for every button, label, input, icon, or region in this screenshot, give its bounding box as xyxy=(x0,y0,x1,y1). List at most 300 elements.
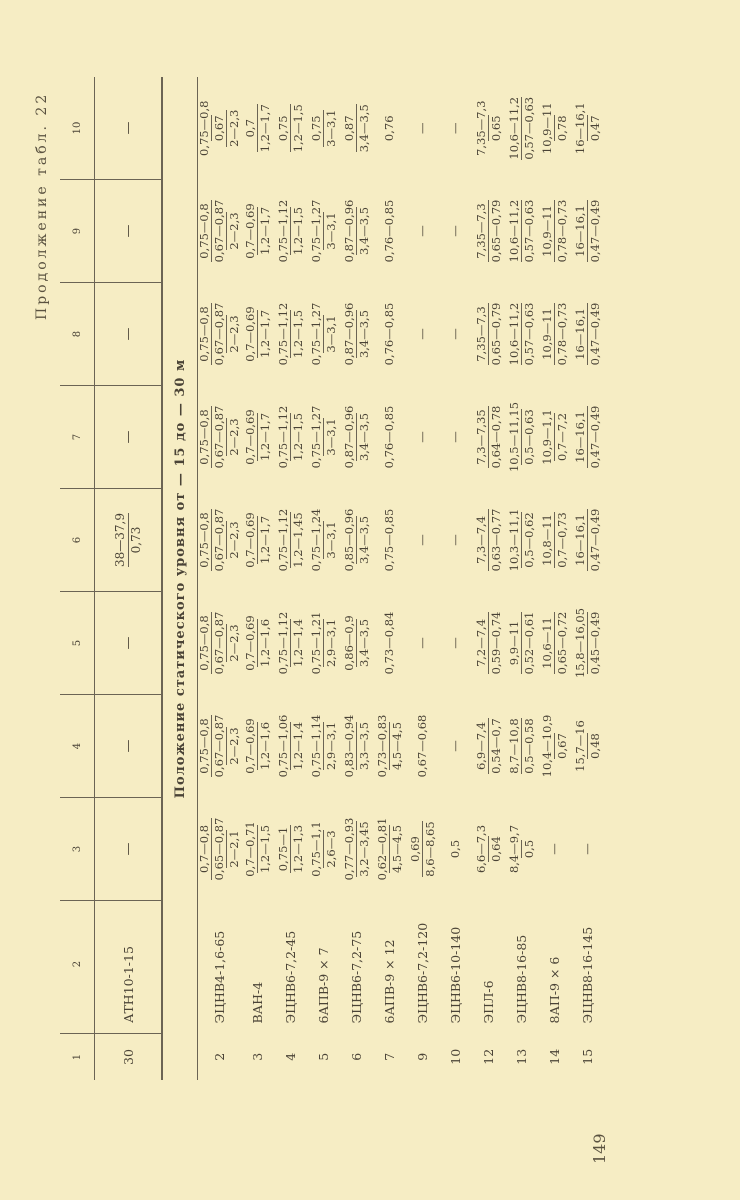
fraction-top: 38—37,9 xyxy=(113,513,127,567)
row-number xyxy=(472,1034,505,1081)
cell-value: 0,73—0,84 xyxy=(382,611,396,675)
stacked-values xyxy=(475,596,503,691)
cell-value: 10,9—11 xyxy=(539,102,554,155)
stacked-values xyxy=(310,184,338,279)
column-number-label: 6 xyxy=(71,536,83,544)
stacked-values xyxy=(541,81,569,176)
column-number xyxy=(60,901,95,1034)
stacked-values xyxy=(198,81,241,176)
value-cell xyxy=(505,798,538,901)
cell-value: 0,5—0,63 xyxy=(521,409,536,465)
cell-value: 10,9—1,1 xyxy=(539,409,554,465)
stacked-values xyxy=(383,390,396,485)
stacked-values xyxy=(449,699,462,794)
cell-value: 2—2,3 xyxy=(227,109,241,147)
row-number-label: 14 xyxy=(547,1048,562,1065)
value-cell xyxy=(373,386,406,489)
column-number-header xyxy=(60,77,95,1080)
stacked-values xyxy=(449,802,462,897)
value-cell xyxy=(505,77,538,180)
value-cell xyxy=(241,592,274,695)
cell-value: 0,76 xyxy=(382,115,396,142)
value-cell xyxy=(571,386,604,489)
pump-type xyxy=(406,901,439,1034)
cell-value: 4,5—4,5 xyxy=(389,824,404,874)
value-cell xyxy=(571,283,604,386)
cell-value: 0,75—1,12 xyxy=(275,508,290,572)
section-heading-row xyxy=(162,77,198,1080)
stacked-values xyxy=(475,493,503,588)
value-cell xyxy=(241,283,274,386)
cell-value: 1,2—1,5 xyxy=(290,206,305,256)
cell-value: 0,52—0,61 xyxy=(521,611,536,675)
value-cell xyxy=(241,489,274,592)
stacked-values xyxy=(508,596,536,691)
empty-dash: — xyxy=(121,842,136,856)
cell-value: 2—2,3 xyxy=(227,727,241,765)
stacked-values xyxy=(449,287,462,382)
stacked-values xyxy=(574,390,602,485)
stacked-values xyxy=(277,493,305,588)
cell-value: 1,2—1,5 xyxy=(257,824,272,874)
cell-value: 16—16,1 xyxy=(572,308,587,360)
cell-value: 0,48 xyxy=(587,733,602,759)
table-row xyxy=(241,77,274,1080)
row-number xyxy=(198,1034,242,1081)
stacked-values xyxy=(449,596,462,691)
value-cell xyxy=(439,77,472,180)
value-cell xyxy=(198,180,242,283)
cell-value: 16—16,1 xyxy=(572,205,587,257)
row-number xyxy=(439,1034,472,1081)
cell-value: 0,47 xyxy=(587,115,602,142)
value-cell xyxy=(307,489,340,592)
stacked-values xyxy=(244,81,272,176)
cell-value: 0,64—0,78 xyxy=(488,405,503,469)
cell-value: 0,75—1,24 xyxy=(308,508,323,572)
value-cell xyxy=(505,283,538,386)
cell-value: 3—3,1 xyxy=(323,212,338,250)
cell-value: 0,7—0,8 xyxy=(197,824,211,874)
row-number-label: 3 xyxy=(250,1052,265,1061)
pump-type-label: ЭПЛ-6 xyxy=(481,980,496,1024)
empty-dash: — xyxy=(121,636,136,650)
stacked-values xyxy=(343,699,371,794)
column-number-label: 1 xyxy=(71,1053,83,1061)
row-number-label: 10 xyxy=(448,1048,463,1065)
cell-value: 0,67—0,87 xyxy=(212,302,226,366)
row-number xyxy=(373,1034,406,1081)
value-cell xyxy=(505,180,538,283)
cell-value: 0,47—0,49 xyxy=(587,405,602,469)
column-number xyxy=(60,283,95,386)
stacked-values xyxy=(310,493,338,588)
value-cell xyxy=(241,798,274,901)
cell-value: 0,47—0,49 xyxy=(587,199,602,263)
value-cell xyxy=(571,77,604,180)
cell-value: 0,73—0,83 xyxy=(374,714,389,778)
cell-value: 0,65—0,79 xyxy=(488,302,503,366)
column-number xyxy=(60,1034,95,1081)
value-cell xyxy=(472,283,505,386)
column-number xyxy=(60,180,95,283)
cell-value: 1,2—1,6 xyxy=(257,618,272,668)
column-number xyxy=(60,592,95,695)
stacked-values xyxy=(508,699,536,794)
cell-value: 2—2,1 xyxy=(227,830,241,868)
value-cell xyxy=(95,386,163,489)
value-cell xyxy=(439,489,472,592)
value-cell xyxy=(340,592,373,695)
stacked-values xyxy=(475,184,503,279)
cell-value: 0,54—0,7 xyxy=(488,718,503,774)
cell-value: 6,6—7,3 xyxy=(473,824,488,874)
value-cell xyxy=(274,386,307,489)
cell-value: 0,76—0,85 xyxy=(382,199,396,263)
stacked-values xyxy=(343,81,371,176)
cell-value: 3,4—3,5 xyxy=(356,309,371,359)
value-cell xyxy=(406,180,439,283)
row-number xyxy=(571,1034,604,1081)
pump-type xyxy=(472,901,505,1034)
cell-value: 7,3—7,35 xyxy=(473,409,488,465)
value-cell xyxy=(274,180,307,283)
stacked-values xyxy=(343,596,371,691)
value-cell xyxy=(274,283,307,386)
stacked-values xyxy=(383,81,396,176)
cell-value: 3,4—3,5 xyxy=(356,206,371,256)
cell-value: 16—16,1 xyxy=(572,514,587,566)
pump-type-label: 8АП-9 × 6 xyxy=(547,956,562,1024)
cell-value: 0,78—0,73 xyxy=(554,199,569,263)
stacked-values xyxy=(475,390,503,485)
cell-value: 10,6—11,2 xyxy=(506,199,521,263)
pump-type xyxy=(198,901,242,1034)
cell-value: 0,75—1,21 xyxy=(308,611,323,675)
cell-value: 8,4—9,7 xyxy=(506,824,521,874)
value-cell xyxy=(472,695,505,798)
stacked-values xyxy=(574,81,602,176)
cell-value: 0,75—1,06 xyxy=(275,714,290,778)
value-cell xyxy=(538,77,571,180)
stacked-values xyxy=(409,802,437,897)
cell-value: 3,4—3,5 xyxy=(356,618,371,668)
value-cell xyxy=(274,592,307,695)
cell-value: 1,2—1,4 xyxy=(290,618,305,668)
cell-value: 0,76—0,85 xyxy=(382,302,396,366)
cell-value: — xyxy=(415,637,429,649)
column-number xyxy=(60,386,95,489)
stacked-values xyxy=(574,596,602,691)
cell-value: 0,83—0,94 xyxy=(341,714,356,778)
section-heading-label: Положение статического уровня от — 15 до — 30 м xyxy=(172,358,188,799)
cell-value: 0,57—0,63 xyxy=(521,302,536,366)
cell-value: — xyxy=(415,225,429,237)
cell-value: — xyxy=(415,431,429,443)
cell-value: 1,2—1,7 xyxy=(257,412,272,462)
value-cell xyxy=(406,489,439,592)
value-cell xyxy=(340,180,373,283)
cell-value: 1,2—1,5 xyxy=(290,309,305,359)
value-cell xyxy=(373,77,406,180)
cell-value: 16—16,1 xyxy=(572,411,587,463)
cell-value: 1,2—1,5 xyxy=(290,104,305,153)
value-cell xyxy=(198,695,242,798)
cell-value: 0,87—0,96 xyxy=(341,302,356,366)
value-cell xyxy=(538,386,571,489)
value-cell xyxy=(340,695,373,798)
value-cell xyxy=(307,695,340,798)
cell-value: 0,78—0,73 xyxy=(554,302,569,366)
cell-value: 7,3—7,4 xyxy=(473,515,488,565)
stacked-values xyxy=(449,493,462,588)
stacked-values xyxy=(508,802,536,897)
pump-type xyxy=(373,901,406,1034)
cell-value: 2,9—3,1 xyxy=(323,721,338,771)
value-cell xyxy=(373,798,406,901)
cell-value: 3,4—3,5 xyxy=(356,515,371,565)
cell-value: 0,87—0,96 xyxy=(341,199,356,263)
stacked-values xyxy=(574,184,602,279)
cell-value: 0,67—0,87 xyxy=(212,611,226,675)
stacked-values xyxy=(574,493,602,588)
pump-type-label: АТН10-1-15 xyxy=(120,946,136,1023)
cell-value: 0,75—1,27 xyxy=(308,405,323,469)
value-cell xyxy=(571,180,604,283)
cell-value: 0,75—1 xyxy=(275,826,290,872)
stacked-values xyxy=(198,493,241,588)
stacked-values xyxy=(416,390,429,485)
value-cell xyxy=(95,77,163,180)
cell-value: 0,5—0,62 xyxy=(521,512,536,568)
stacked-values xyxy=(244,699,272,794)
cell-value: 3,2—3,45 xyxy=(356,821,371,877)
value-cell xyxy=(538,695,571,798)
cell-value: 0,75—0,8 xyxy=(197,615,211,671)
cell-value: 0,7—0,69 xyxy=(242,718,257,774)
value-cell xyxy=(439,386,472,489)
value-cell xyxy=(373,283,406,386)
cell-value: 10,5—11,15 xyxy=(506,401,521,473)
pump-type-label: ЭЦНВ6-7,2-120 xyxy=(415,922,430,1024)
value-cell xyxy=(373,592,406,695)
stacked-values xyxy=(277,699,305,794)
value-cell xyxy=(274,798,307,901)
cell-value: 0,65—0,72 xyxy=(554,611,569,675)
value-cell xyxy=(571,798,604,901)
column-number xyxy=(60,798,95,901)
cell-value: 0,75 xyxy=(275,115,290,142)
value-cell xyxy=(241,386,274,489)
stacked-values xyxy=(310,81,338,176)
cell-value: 0,7—0,69 xyxy=(242,512,257,568)
cell-value: 0,75—1,12 xyxy=(275,405,290,469)
value-cell xyxy=(406,283,439,386)
column-number-label: 3 xyxy=(71,845,83,853)
cell-value: 0,7—0,69 xyxy=(242,409,257,465)
cell-value: 0,7—0,69 xyxy=(242,306,257,362)
cell-value: 0,59—0,74 xyxy=(488,611,503,675)
value-cell xyxy=(340,489,373,592)
cell-value: 3,4—3,5 xyxy=(356,104,371,153)
cell-value: 0,65—0,79 xyxy=(488,199,503,263)
cell-value: 0,75—1,1 xyxy=(308,821,323,877)
column-number-label: 10 xyxy=(71,121,83,135)
column-number-label: 9 xyxy=(71,227,83,235)
pump-type xyxy=(505,901,538,1034)
stacked-values xyxy=(277,287,305,382)
value-cell xyxy=(274,489,307,592)
value-cell xyxy=(198,77,242,180)
cell-value: 0,75—0,85 xyxy=(382,508,396,572)
pump-type xyxy=(95,901,163,1034)
cell-value: 10,6—11,2 xyxy=(506,302,521,366)
stacked-values xyxy=(581,802,594,897)
value-cell xyxy=(571,695,604,798)
fraction-value xyxy=(113,513,144,567)
cell-value: 0,67—0,87 xyxy=(212,405,226,469)
cell-value: 0,65—0,87 xyxy=(212,817,226,881)
value-cell xyxy=(340,283,373,386)
cell-value: 3—3,1 xyxy=(323,521,338,559)
table-row xyxy=(95,77,163,1080)
stacked-values xyxy=(416,699,429,794)
value-cell xyxy=(274,77,307,180)
table-row xyxy=(505,77,538,1080)
value-cell xyxy=(340,386,373,489)
stacked-values xyxy=(376,802,404,897)
stacked-values xyxy=(416,81,429,176)
cell-value: 4,5—4,5 xyxy=(389,721,404,771)
table-row xyxy=(538,77,571,1080)
cell-value: 10,4—10,9 xyxy=(539,714,554,778)
stacked-values xyxy=(574,699,602,794)
row-number-label: 6 xyxy=(349,1052,364,1061)
empty-dash: — xyxy=(121,224,136,238)
column-number-label: 8 xyxy=(71,330,83,338)
row-number xyxy=(538,1034,571,1081)
cell-value: 2—2,3 xyxy=(227,418,241,456)
row-number xyxy=(95,1034,163,1081)
stacked-values xyxy=(244,802,272,897)
pump-type-label: ЭЦНВ6-7,2-45 xyxy=(283,930,298,1024)
cell-value: 0,7—7,2 xyxy=(554,412,569,462)
stacked-values xyxy=(244,184,272,279)
stacked-values xyxy=(244,287,272,382)
stacked-values xyxy=(343,493,371,588)
stacked-values xyxy=(449,81,462,176)
cell-value: 0,86—0,9 xyxy=(341,615,356,671)
cell-value: 0,67—0,87 xyxy=(212,508,226,572)
stacked-values xyxy=(383,493,396,588)
value-cell xyxy=(340,77,373,180)
row-number xyxy=(274,1034,307,1081)
stacked-values xyxy=(198,699,241,794)
cell-value: 2—2,3 xyxy=(227,624,241,662)
cell-value: 0,75 xyxy=(308,115,323,142)
row-number xyxy=(307,1034,340,1081)
value-cell xyxy=(307,77,340,180)
cell-value: 10,3—11,1 xyxy=(506,508,521,572)
cell-value: 2—2,3 xyxy=(227,521,241,559)
row-number-label: 4 xyxy=(283,1052,298,1061)
value-cell xyxy=(198,386,242,489)
cell-value: 0,75—0,8 xyxy=(197,512,211,568)
cell-value: — xyxy=(448,225,462,237)
cell-value: 10,8—11 xyxy=(539,514,554,566)
stacked-values xyxy=(541,390,569,485)
column-number xyxy=(60,695,95,798)
value-cell xyxy=(439,180,472,283)
cell-value: 0,75—1,12 xyxy=(275,611,290,675)
cell-value: 0,5 xyxy=(521,839,536,859)
stacked-values xyxy=(310,699,338,794)
row-number-label: 12 xyxy=(481,1048,496,1065)
cell-value: 3—3,1 xyxy=(323,418,338,456)
row-number-label: 2 xyxy=(212,1052,227,1061)
stacked-values xyxy=(508,390,536,485)
cell-value: 6,9—7,4 xyxy=(473,721,488,771)
cell-value: 10,6—11 xyxy=(539,617,554,669)
stacked-values xyxy=(376,699,404,794)
stacked-values xyxy=(310,802,338,897)
value-cell xyxy=(406,386,439,489)
cell-value: — xyxy=(448,328,462,340)
stacked-values xyxy=(198,596,241,691)
cell-value: 0,64 xyxy=(488,836,503,862)
cell-value: 0,57—0,63 xyxy=(521,96,536,160)
cell-value: 0,75—0,8 xyxy=(197,306,211,362)
row-number xyxy=(340,1034,373,1081)
stacked-values xyxy=(416,184,429,279)
cell-value: — xyxy=(448,534,462,546)
value-cell xyxy=(340,798,373,901)
cell-value: 0,67 xyxy=(554,733,569,759)
column-number xyxy=(60,77,95,180)
table-row xyxy=(571,77,604,1080)
cell-value: 0,63—0,77 xyxy=(488,508,503,572)
stacked-values xyxy=(383,596,396,691)
value-cell xyxy=(538,592,571,695)
stacked-values xyxy=(416,287,429,382)
section-heading xyxy=(162,77,198,1080)
pump-type-label: 6АПВ-9 × 12 xyxy=(382,939,397,1024)
value-cell xyxy=(307,180,340,283)
value-cell xyxy=(571,489,604,592)
cell-value: 2—2,3 xyxy=(227,315,241,353)
cell-value: 1,2—1,7 xyxy=(257,309,272,359)
value-cell xyxy=(472,592,505,695)
cell-value: 0,75—0,8 xyxy=(197,718,211,774)
value-cell xyxy=(538,180,571,283)
cell-value: 0,87 xyxy=(341,115,356,142)
value-cell xyxy=(373,695,406,798)
table-row xyxy=(472,77,505,1080)
cell-value: 0,67—0,87 xyxy=(212,199,226,263)
value-cell xyxy=(439,283,472,386)
value-cell xyxy=(538,283,571,386)
cell-value: 8,6—8,65 xyxy=(422,821,437,877)
pump-type-label: 6АПВ-9 × 7 xyxy=(316,947,331,1024)
cell-value: 9,9—11 xyxy=(506,620,521,666)
value-cell xyxy=(307,283,340,386)
row-number xyxy=(241,1034,274,1081)
value-cell xyxy=(406,77,439,180)
value-cell xyxy=(406,592,439,695)
cell-value: 0,62—0,81 xyxy=(374,817,389,881)
stacked-values xyxy=(343,802,371,897)
stacked-values xyxy=(310,390,338,485)
